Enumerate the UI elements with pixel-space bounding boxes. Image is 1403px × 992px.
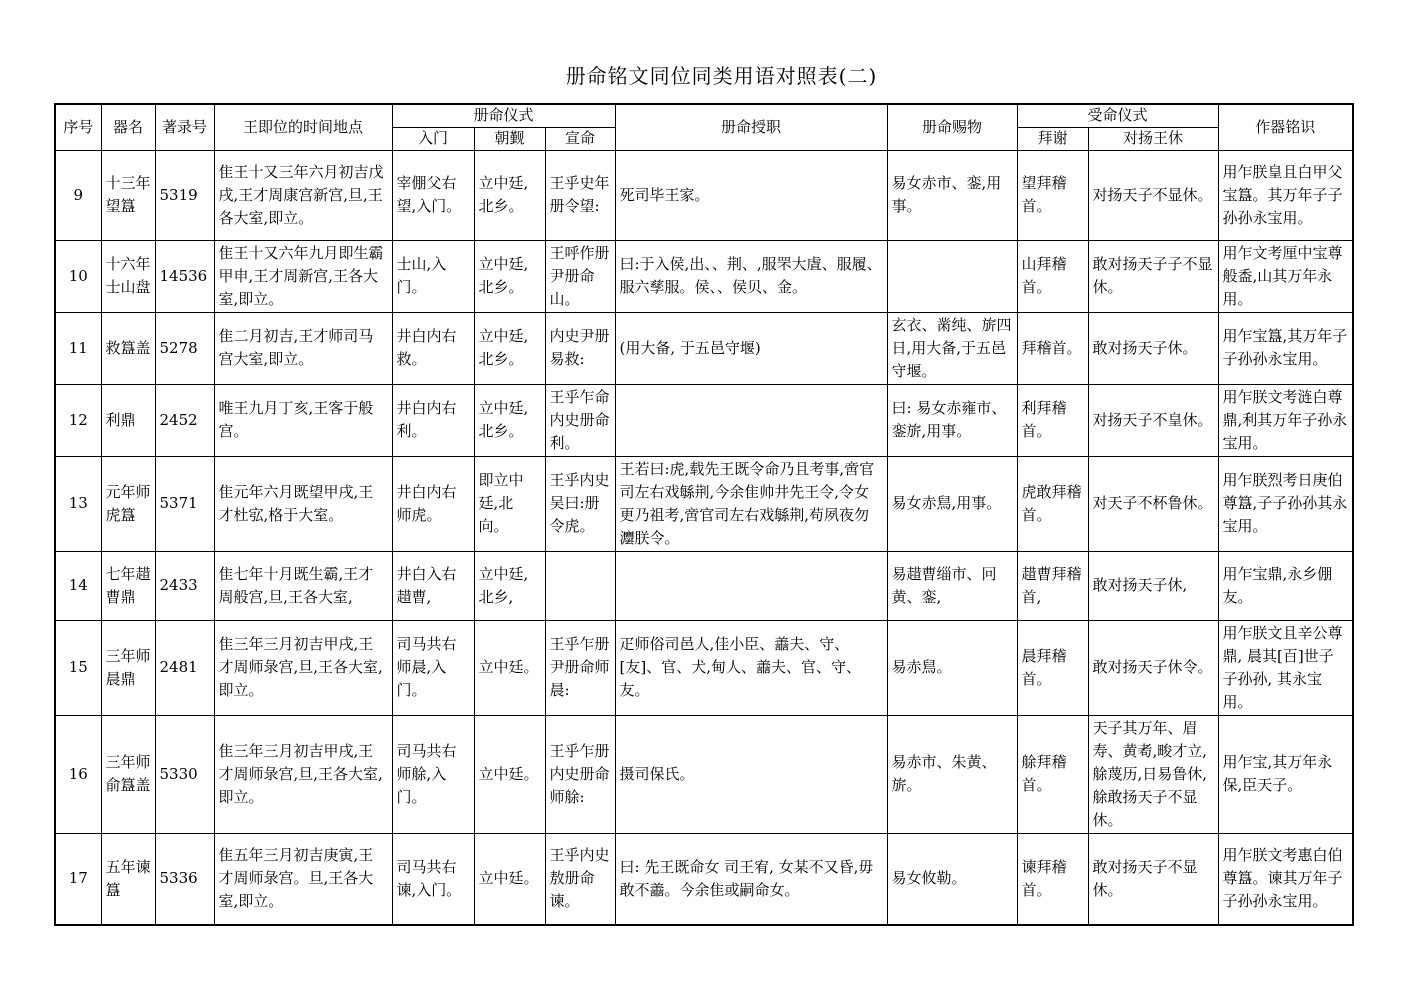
- cell-time-place: 隹三年三月初吉甲戌,王才周师彔宫,旦,王各大室,即立。: [214, 715, 392, 833]
- cell-gifts: [887, 240, 1017, 312]
- table-row: [55, 620, 1353, 715]
- cell-entry: 井白内右利。: [392, 384, 474, 456]
- cell-appointment: 曰: 先王既命女 司王宥, 女某不又昏,毋敢不譱。今余隹或嗣命女。: [615, 833, 887, 925]
- cell-time-place: 隹王十又六年九月即生霸甲申,王才周新宫,王各大室,即立。: [214, 240, 392, 312]
- cell-vessel: 利鼎: [101, 384, 155, 456]
- cell-catalog: 5371: [155, 456, 214, 551]
- cell-time-place: 隹二月初吉,王才师司马宫大室,即立。: [214, 312, 392, 384]
- header-no: 序号: [55, 104, 101, 150]
- cell-audience: 立中廷。: [474, 715, 545, 833]
- cell-no: 17: [55, 833, 101, 925]
- cell-catalog: 5336: [155, 833, 214, 925]
- table-row: [55, 715, 1353, 833]
- cell-no: 11: [55, 312, 101, 384]
- cell-time-place: 隹七年十月既生霸,王才周般宫,旦,王各大室,: [214, 551, 392, 620]
- cell-appointment: (用大备, 于五邑守堰): [615, 312, 887, 384]
- comparison-table: [54, 103, 1354, 926]
- cell-inscription: 用乍朕文考涟白尊鼎,利其万年子孙永宝用。: [1218, 384, 1353, 456]
- cell-vessel: 三年师俞簋盖: [101, 715, 155, 833]
- cell-entry: 司马共右师艅,入门。: [392, 715, 474, 833]
- cell-vessel: 五年谏簋: [101, 833, 155, 925]
- cell-proclaim: 王乎乍册内史册命师艅:: [545, 715, 615, 833]
- header-catalog: 著录号: [155, 104, 214, 150]
- cell-thanks: 艅拜稽首。: [1017, 715, 1088, 833]
- cell-response: 对扬天子不皇休。: [1088, 384, 1218, 456]
- table-row: [55, 384, 1353, 456]
- cell-vessel: 三年师晨鼎: [101, 620, 155, 715]
- cell-gifts: 易趞曹缁市、冋黄、銮,: [887, 551, 1017, 620]
- cell-entry: 宰倗父右望,入门。: [392, 150, 474, 240]
- cell-time-place: 隹元年六月既望甲戌,王才杜宖,格于大室。: [214, 456, 392, 551]
- cell-response: 对天子不杯鲁休。: [1088, 456, 1218, 551]
- cell-catalog: 5330: [155, 715, 214, 833]
- cell-thanks: 望拜稽首。: [1017, 150, 1088, 240]
- cell-catalog: 14536: [155, 240, 214, 312]
- cell-entry: 井白内右救。: [392, 312, 474, 384]
- cell-thanks: 晨拜稽首。: [1017, 620, 1088, 715]
- cell-response: 敢对扬天子休令。: [1088, 620, 1218, 715]
- header-time-place: 王即位的时间地点: [214, 104, 392, 150]
- cell-entry: 士山,入门。: [392, 240, 474, 312]
- cell-inscription: 用乍朕烈考日庚伯尊簋,子子孙孙其永宝用。: [1218, 456, 1353, 551]
- table-row: [55, 150, 1353, 240]
- cell-gifts: 玄衣、黹纯、旂四日,用大备,于五邑守堰。: [887, 312, 1017, 384]
- header-proclaim: 宣命: [545, 127, 615, 150]
- cell-audience: 立中廷,北乡。: [474, 384, 545, 456]
- cell-thanks: 谏拜稽首。: [1017, 833, 1088, 925]
- cell-no: 13: [55, 456, 101, 551]
- cell-entry: 井白入右趞曹,: [392, 551, 474, 620]
- cell-response: 敢对扬天子休。: [1088, 312, 1218, 384]
- cell-appointment: [615, 384, 887, 456]
- cell-thanks: 利拜稽首。: [1017, 384, 1088, 456]
- header-vessel: 器名: [101, 104, 155, 150]
- cell-entry: 司马共右谏,入门。: [392, 833, 474, 925]
- cell-appointment: 疋师俗司邑人,佳小臣、譱夫、守、[友]、官、犬,甸人、譱夫、官、守、友。: [615, 620, 887, 715]
- cell-inscription: 用乍宝,其万年永保,臣天子。: [1218, 715, 1353, 833]
- cell-time-place: 唯王九月丁亥,王客于般宫。: [214, 384, 392, 456]
- cell-no: 9: [55, 150, 101, 240]
- cell-catalog: 2452: [155, 384, 214, 456]
- cell-catalog: 5278: [155, 312, 214, 384]
- cell-audience: 即立中廷,北向。: [474, 456, 545, 551]
- cell-vessel: 十三年望簋: [101, 150, 155, 240]
- cell-thanks: 拜稽首。: [1017, 312, 1088, 384]
- cell-audience: 立中廷,北乡。: [474, 150, 545, 240]
- cell-no: 14: [55, 551, 101, 620]
- cell-time-place: 隹王十又三年六月初吉戊戌,王才周康宫新宫,旦,王各大室,即立。: [214, 150, 392, 240]
- cell-gifts: 曰: 易女赤雍市、銮旂,用事。: [887, 384, 1017, 456]
- cell-thanks: 山拜稽首。: [1017, 240, 1088, 312]
- cell-gifts: 易女赤市、銮,用事。: [887, 150, 1017, 240]
- table-row: [55, 456, 1353, 551]
- cell-response: 对扬天子不显休。: [1088, 150, 1218, 240]
- cell-gifts: 易女赤舃,用事。: [887, 456, 1017, 551]
- cell-proclaim: 王乎乍册尹册命师晨:: [545, 620, 615, 715]
- header-ceremony: 册命仪式: [392, 104, 615, 127]
- cell-thanks: 虎敢拜稽首。: [1017, 456, 1088, 551]
- cell-proclaim: 王呼作册尹册命山。: [545, 240, 615, 312]
- cell-proclaim: 王乎乍命内史册命利。: [545, 384, 615, 456]
- cell-gifts: 易女攸勒。: [887, 833, 1017, 925]
- header-appointment: 册命授职: [615, 104, 887, 150]
- cell-response: 敢对扬天子休,: [1088, 551, 1218, 620]
- cell-appointment: 曰:于入侯,出、、荆、,服罘大虘、服履、服六孳服。侯、、侯贝、金。: [615, 240, 887, 312]
- cell-inscription: 用乍宝鼎,永乡倗友。: [1218, 551, 1353, 620]
- table-row: [55, 833, 1353, 925]
- cell-time-place: 隹五年三月初吉庚寅,王才周师彔宫。旦,王各大室,即立。: [214, 833, 392, 925]
- cell-appointment: 摄司保氏。: [615, 715, 887, 833]
- cell-audience: 立中廷,北乡,: [474, 551, 545, 620]
- cell-response: 敢对扬天子子不显休。: [1088, 240, 1218, 312]
- cell-gifts: 易赤舃。: [887, 620, 1017, 715]
- cell-inscription: 用乍文考厘中宝尊般盉,山其万年永用。: [1218, 240, 1353, 312]
- cell-appointment: 王若曰:虎,载先王既令命乃且考事,啻官司左右戏緐荆,今余隹帅井先王令,令女更乃祖考,啻官司左右戏緐荆,苟夙夜勿灋朕令。: [615, 456, 887, 551]
- table-row: [55, 551, 1353, 620]
- cell-entry: 司马共右师晨,入门。: [392, 620, 474, 715]
- cell-proclaim: 王乎内史吴曰:册令虎。: [545, 456, 615, 551]
- cell-thanks: 趞曹拜稽首,: [1017, 551, 1088, 620]
- header-audience: 朝觐: [474, 127, 545, 150]
- cell-response: 天子其万年、眉寿、黄耇,畯才立,艅蔑历,日易鲁休,艅敢扬天子不显休。: [1088, 715, 1218, 833]
- cell-vessel: 十六年士山盘: [101, 240, 155, 312]
- cell-gifts: 易赤市、朱黄、旂。: [887, 715, 1017, 833]
- cell-vessel: 七年趞曹鼎: [101, 551, 155, 620]
- cell-proclaim: 王乎内史敖册命谏。: [545, 833, 615, 925]
- cell-appointment: [615, 551, 887, 620]
- cell-inscription: 用乍朕文考惠白伯尊簋。谏其万年子子孙孙永宝用。: [1218, 833, 1353, 925]
- cell-response: 敢对扬天子不显休。: [1088, 833, 1218, 925]
- header-response: 对扬王休: [1088, 127, 1218, 150]
- cell-inscription: 用乍宝簋,其万年子子孙孙永宝用。: [1218, 312, 1353, 384]
- cell-no: 10: [55, 240, 101, 312]
- cell-catalog: 2433: [155, 551, 214, 620]
- cell-no: 12: [55, 384, 101, 456]
- header-gifts: 册命赐物: [887, 104, 1017, 150]
- cell-catalog: 5319: [155, 150, 214, 240]
- cell-vessel: 救簋盖: [101, 312, 155, 384]
- cell-no: 16: [55, 715, 101, 833]
- cell-proclaim: [545, 551, 615, 620]
- cell-audience: 立中廷。: [474, 620, 545, 715]
- header-thanks: 拜谢: [1017, 127, 1088, 150]
- header-acceptance: 受命仪式: [1017, 104, 1218, 127]
- cell-proclaim: 王乎史年册令望:: [545, 150, 615, 240]
- cell-no: 15: [55, 620, 101, 715]
- cell-proclaim: 内史尹册易救:: [545, 312, 615, 384]
- cell-entry: 井白内右师虎。: [392, 456, 474, 551]
- cell-inscription: 用乍朕皇且白甲父宝簋。其万年子子孙孙永宝用。: [1218, 150, 1353, 240]
- cell-audience: 立中廷,北乡。: [474, 240, 545, 312]
- header-entry: 入门: [392, 127, 474, 150]
- header-inscription: 作器铭识: [1218, 104, 1353, 150]
- cell-audience: 立中廷。: [474, 833, 545, 925]
- cell-catalog: 2481: [155, 620, 214, 715]
- table-row: [55, 240, 1353, 312]
- document-title: 册命铭文同位同类用语对照表(二): [565, 64, 878, 88]
- cell-audience: 立中廷,北乡。: [474, 312, 545, 384]
- table-row: [55, 312, 1353, 384]
- cell-time-place: 隹三年三月初吉甲戌,王才周师彔宫,旦,王各大室,即立。: [214, 620, 392, 715]
- cell-appointment: 死司毕王家。: [615, 150, 887, 240]
- cell-inscription: 用乍朕文且辛公尊鼎, 晨其[百]世子子孙孙, 其永宝用。: [1218, 620, 1353, 715]
- cell-vessel: 元年师虎簋: [101, 456, 155, 551]
